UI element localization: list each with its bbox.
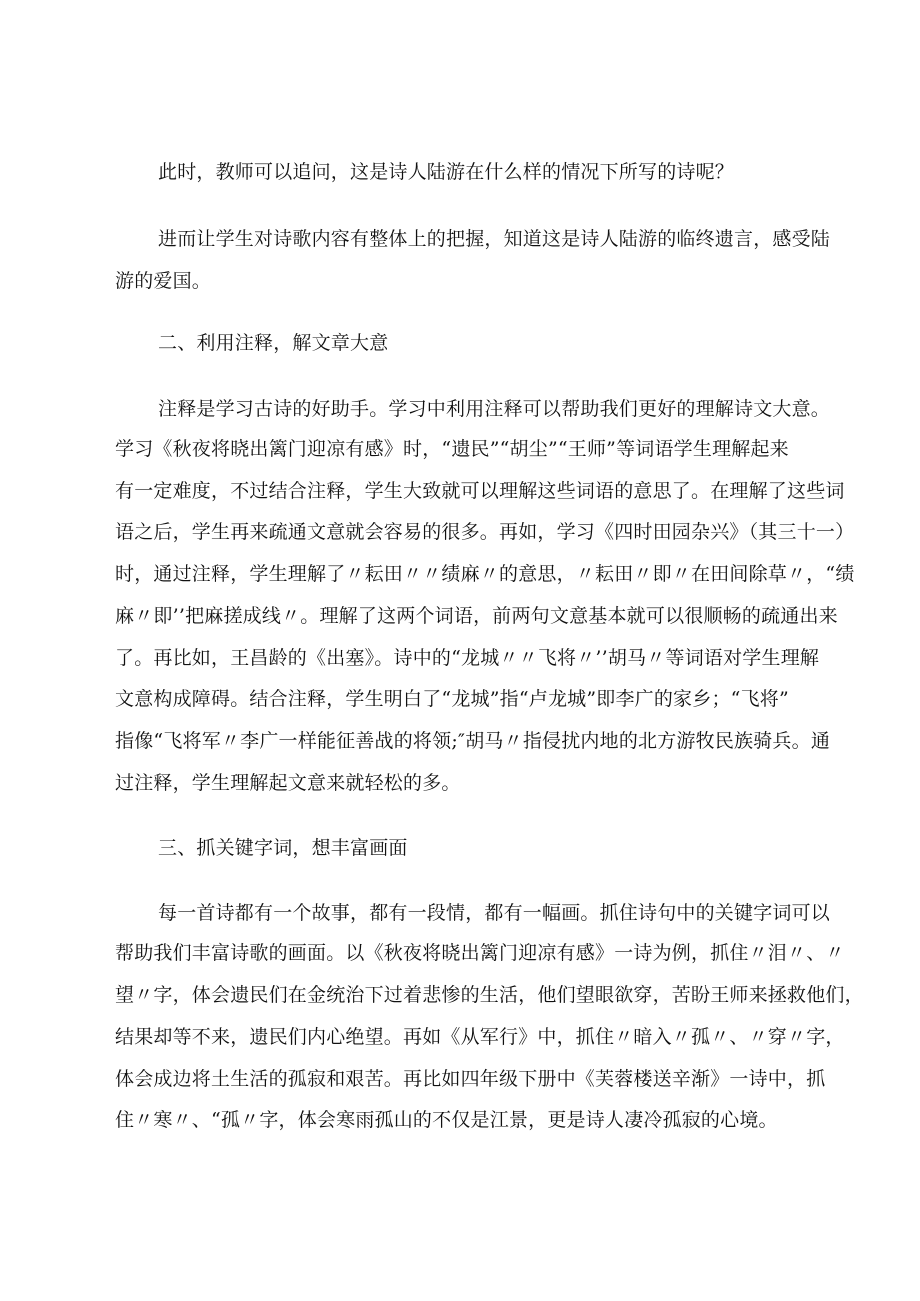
paragraph-line: 每一首诗都有一个故事，都有一段情，都有一幅画。抓住诗句中的关键字词可以 [158,902,831,924]
paragraph-line: 语之后，学生再来疏通文意就会容易的很多。再如，学习《四时田园杂兴》（其三十一） [115,521,855,543]
paragraph-line: 过注释，学生理解起文意来就轻松的多。 [115,772,461,794]
paragraph-line: 游的爱国。 [115,270,212,292]
paragraph-line: 进而让学生对诗歌内容有整体上的把握，知道这是诗人陆游的临终遗言，感受陆 [158,228,831,250]
section-heading: 二、利用注释，解文章大意 [158,332,389,354]
paragraph-line: 学习《秋夜将晓出篱门迎凉有感》时，“遗民”“胡尘”“王师”等词语学生理解起来 [115,438,789,460]
section-heading: 三、抓关键字词，想丰富画面 [158,837,408,859]
paragraph-line: 此时，教师可以追问，这是诗人陆游在什么样的情况下所写的诗呢？ [158,161,735,183]
paragraph-line: 了。再比如，王昌龄的《出塞》。诗中的“龙城〃〃飞将〃’’胡马〃等词语对学生理解 [115,647,820,669]
paragraph-line: 结果却等不来，遗民们内心绝望。再如《从军行》中，抓住〃暗入〃孤〃、〃穿〃字， [115,1026,845,1048]
paragraph-line: 体会成边将土生活的孤寂和艰苦。再比如四年级下册中《芙蓉楼送辛渐》一诗中，抓 [115,1068,826,1090]
paragraph-line: 望〃字，体会遗民们在金统治下过着悲惨的生活，他们望眼欲穿，苦盼王师来拯救他们， [115,984,864,1006]
paragraph-line: 麻〃即’’把麻搓成线〃。理解了这两个词语，前两句文意基本就可以很顺畅的疏通出来 [115,605,838,627]
paragraph-line: 指像“飞将军〃李广一样能征善战的将领;″胡马〃指侵扰内地的北方游牧民族骑兵。通 [115,730,831,752]
paragraph-line: 时，通过注释，学生理解了〃耘田〃〃绩麻〃的意思，〃耘田〃即〃在田间除草〃，“绩 [115,563,855,585]
paragraph-line: 住〃寒〃、“孤〃字，体会寒雨孤山的不仅是江景，更是诗人凄冷孤寂的心境。 [115,1109,778,1131]
paragraph-line: 文意构成障碍。结合注释，学生明白了“龙城”指“卢龙城”即李广的家乡；“飞将” [115,688,789,710]
paragraph-line: 注释是学习古诗的好助手。学习中利用注释可以帮助我们更好的理解诗文大意。 [158,398,831,420]
paragraph-line: 帮助我们丰富诗歌的画面。以《秋夜将晓出篱门迎凉有感》一诗为例，抓住〃泪〃、〃 [115,942,845,964]
paragraph-line: 有一定难度，不过结合注释，学生大致就可以理解这些词语的意思了。在理解了这些词 [115,480,845,502]
